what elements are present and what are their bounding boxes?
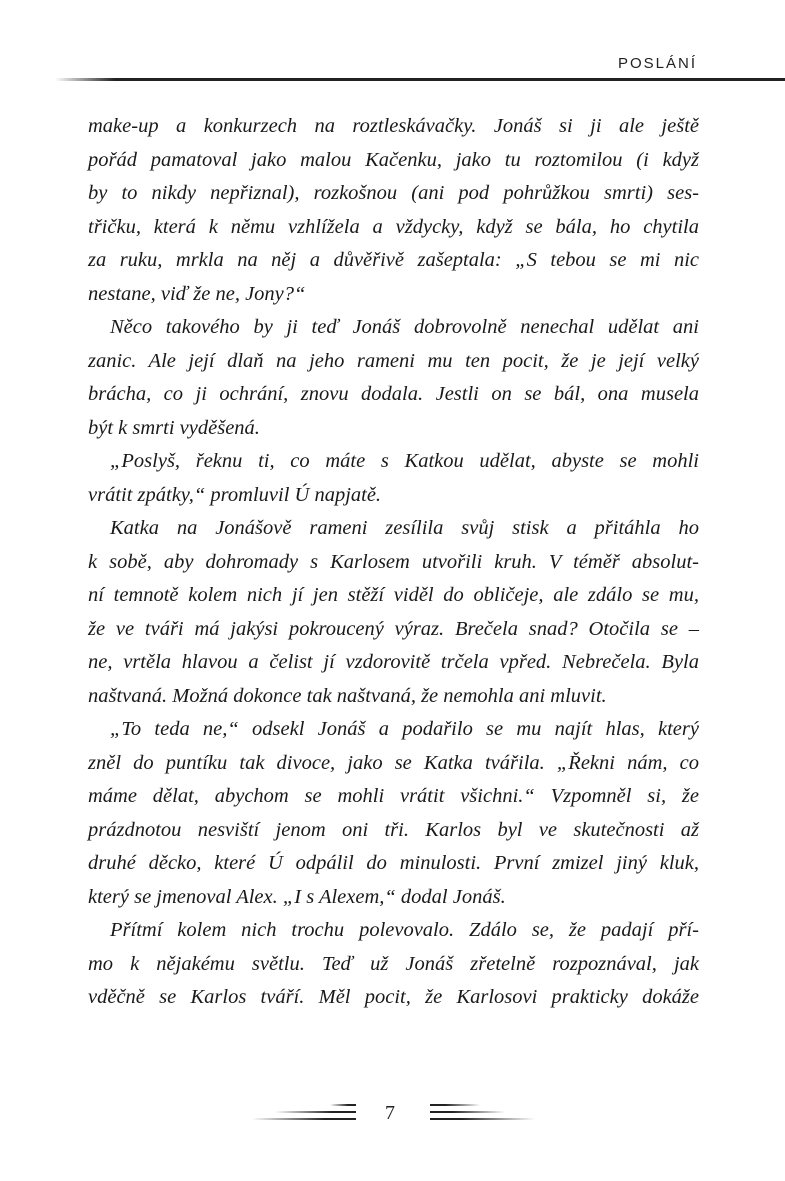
footer-ornament-left: [275, 1111, 356, 1113]
footer-ornament-left: [252, 1118, 356, 1120]
footer-ornament-left: [330, 1104, 356, 1106]
text-line: že ve tváři má jakýsi pokroucený výraz. Brečela snad? Otočila se –: [88, 617, 699, 640]
text-line: který se jmenoval Alex. „I s Alexem,“ dodal Jonáš.: [88, 885, 506, 908]
text-line: pořád pamatoval jako malou Kačenku, jako tu roztomilou (i když: [88, 148, 699, 171]
running-header-title: POSLÁNÍ: [617, 55, 697, 72]
page-number: 7: [385, 1102, 395, 1124]
text-line: make-up a konkurzech na roztleskávačky. Jonáš si ji ale ještě: [88, 115, 699, 137]
text-line: vděčně se Karlos tváří. Měl pocit, že Karlosovi prakticky dokáže: [88, 986, 699, 1008]
body-text: [88, 110, 699, 1015]
text-line: Přítmí kolem nich trochu polevovalo. Zdálo se, že padají pří-: [110, 919, 699, 941]
text-line: za ruku, mrkla na něj a důvěřivě zašeptala: „S tebou se mi nic: [88, 249, 699, 271]
text-line: ne, vrtěla hlavou a čelist jí vzdorovitě trčela vpřed. Nebrečela. Byla: [88, 651, 699, 673]
text-line: Katka na Jonášově rameni zesílila svůj stisk a přitáhla ho: [110, 517, 699, 539]
text-line: by to nikdy nepřiznal), rozkošnou (ani pod pohrůžkou smrti) ses-: [88, 182, 699, 204]
text-line: „Poslyš, řeknu ti, co máte s Katkou udělat, abyste se mohli: [110, 450, 699, 472]
text-line: být k smrti vyděšená.: [88, 416, 260, 439]
text-line: ní temnotě kolem nich jí jen stěží viděl do obličeje, ale zdálo se mu,: [88, 584, 699, 606]
text-line: třičku, která k němu vzhlížela a vždycky, když se bála, ho chytila: [88, 215, 699, 238]
text-line: vrátit zpátky,“ promluvil Ú napjatě.: [88, 483, 382, 506]
text-line: prázdnotou nesviští jenom oni tři. Karlos byl ve skutečnosti až: [88, 818, 699, 841]
footer-ornament-right: [430, 1104, 480, 1106]
text-line: máme dělat, abychom se mohli vrátit všichni.“ Vzpomněl si, že: [88, 785, 699, 807]
footer-ornament-right: [430, 1111, 505, 1113]
text-line: Něco takového by ji teď Jonáš dobrovolně nenechal udělat ani: [110, 316, 699, 338]
text-line: „To teda ne,“ odsekl Jonáš a podařilo se mu najít hlas, který: [110, 718, 699, 740]
text-line: mo k nějakému světlu. Teď už Jonáš zřetelně rozpoznával, jak: [88, 952, 699, 975]
page-footer: [0, 1100, 785, 1130]
text-line: k sobě, aby dohromady s Karlosem utvořili kruh. V téměř absolut-: [88, 550, 699, 573]
text-line: naštvaná. Možná dokonce tak naštvaná, že nemohla ani mluvit.: [88, 684, 607, 707]
text-line: zanic. Ale její dlaň na jeho rameni mu ten pocit, že je její velký: [88, 349, 699, 372]
text-line: zněl do puntíku tak divoce, jako se Katka tvářila. „Řekni nám, co: [88, 751, 699, 774]
text-line: nestane, viď že ne, Jony?“: [88, 282, 306, 305]
footer-ornament-right: [430, 1118, 535, 1120]
text-line: druhé děcko, které Ú odpálil do minulosti. První zmizel jiný kluk,: [88, 852, 699, 874]
header-rule: [55, 78, 785, 81]
text-line: brácha, co ji ochrání, znovu dodala. Jestli on se bál, ona musela: [88, 383, 699, 405]
